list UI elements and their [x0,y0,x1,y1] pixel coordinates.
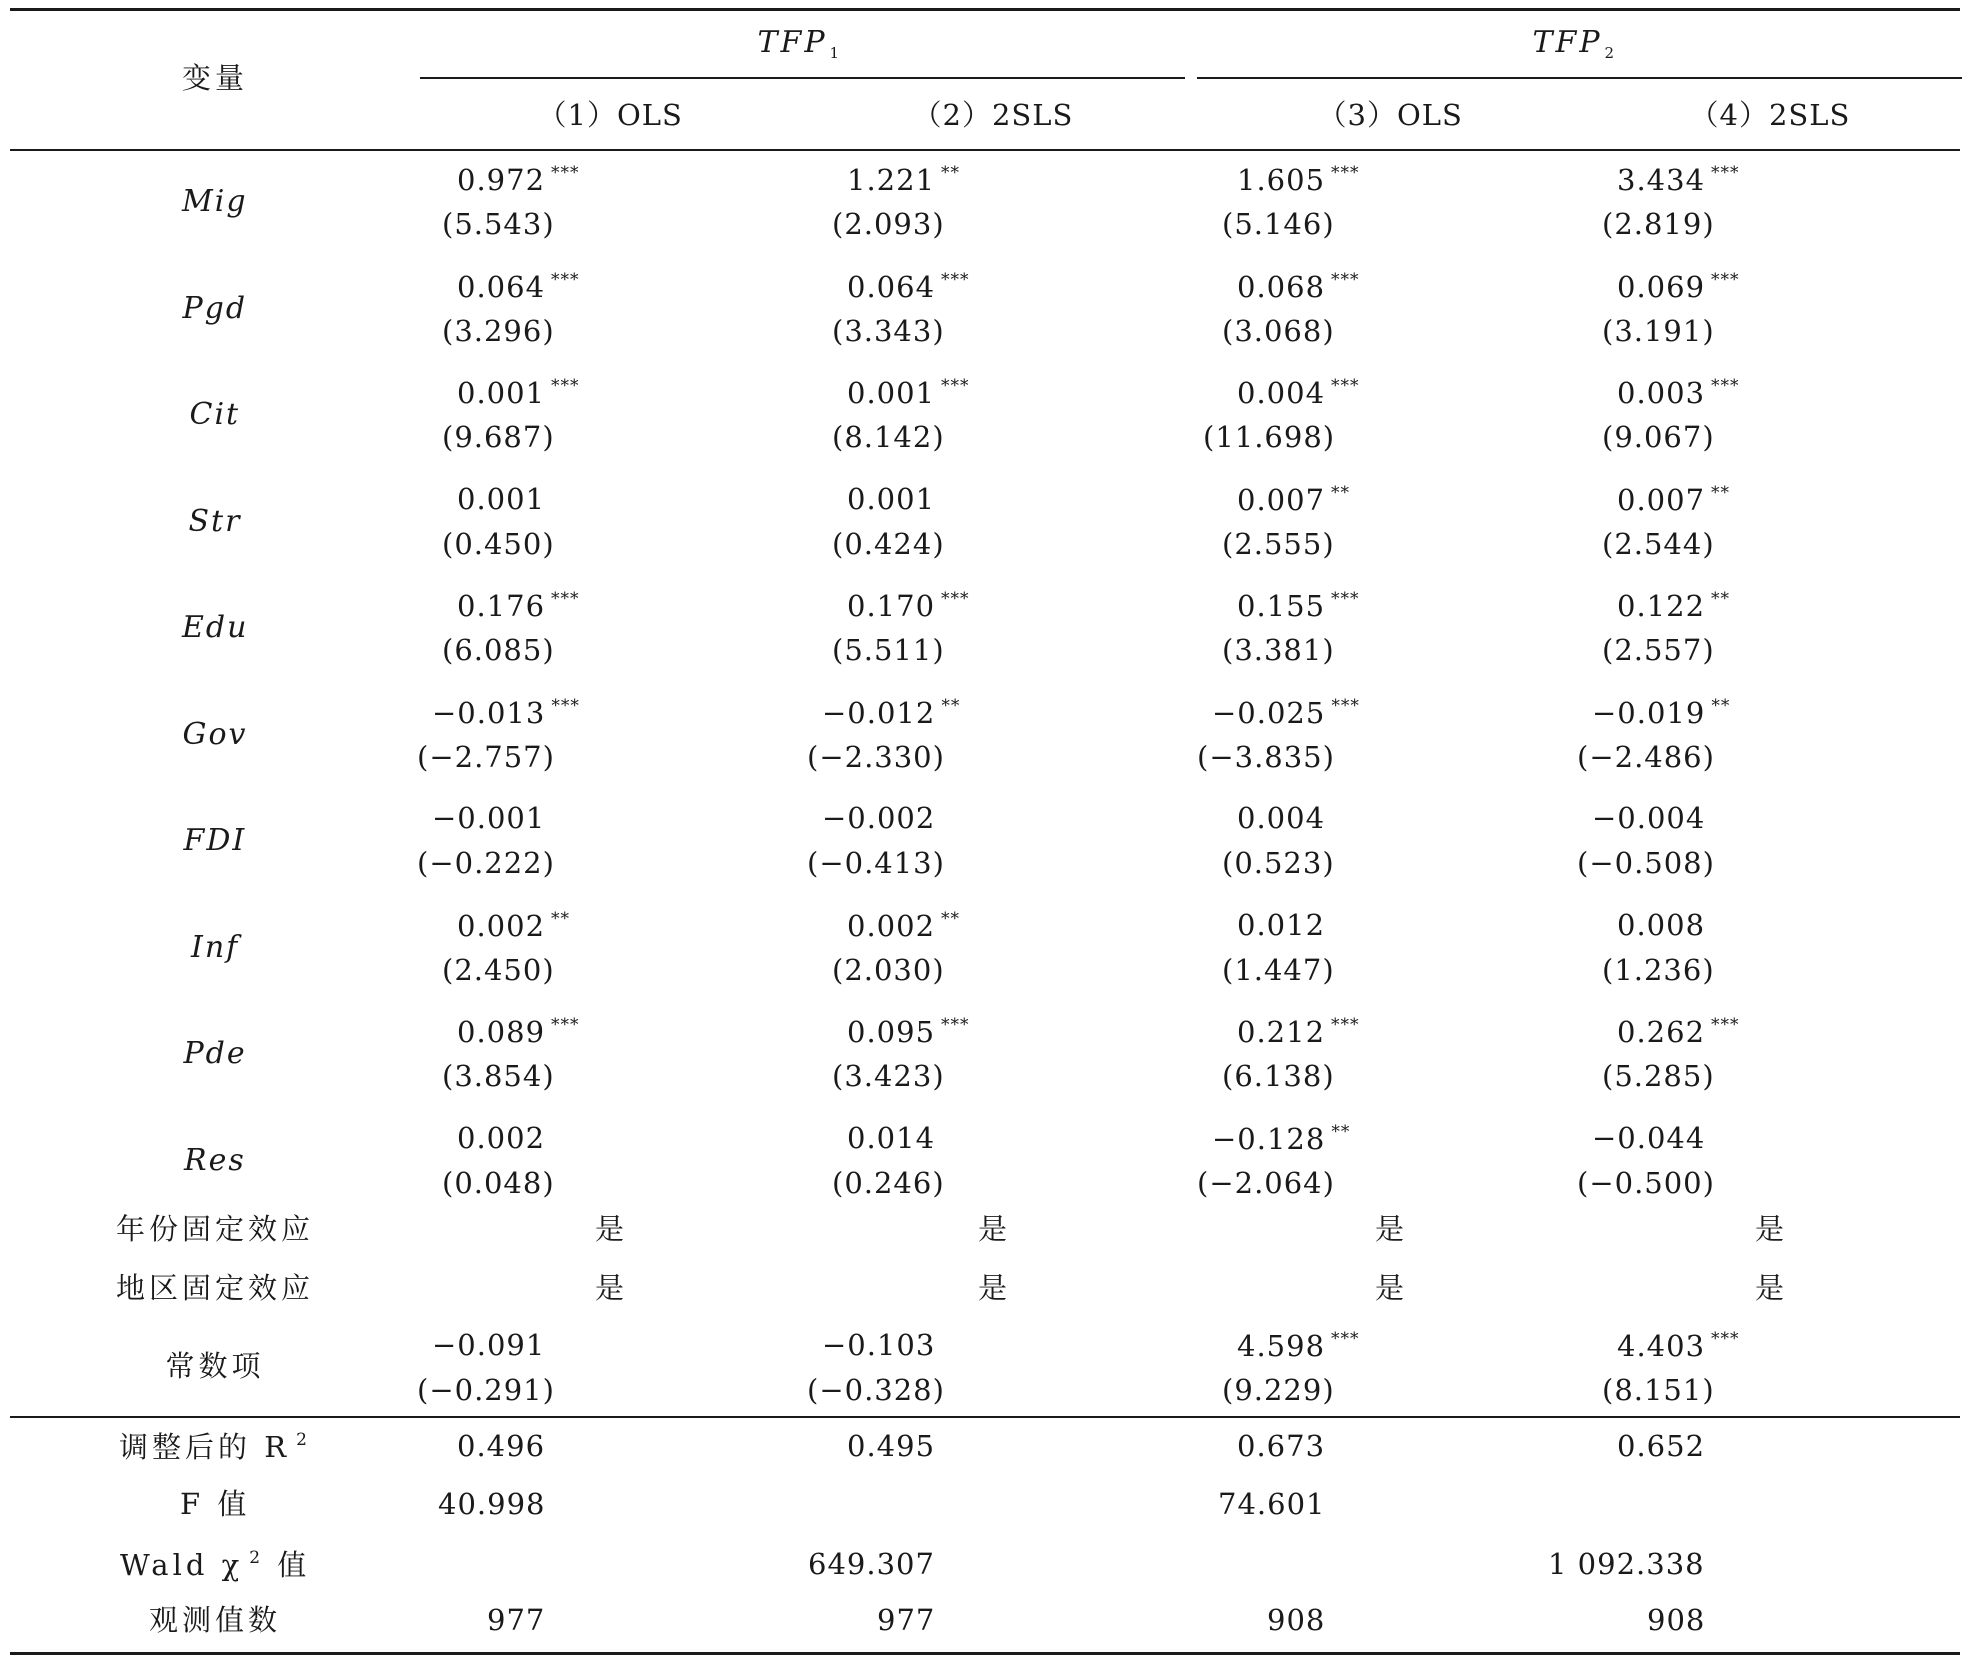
t-statistic: (−2.486) [1577,739,1715,774]
variable-name-fdi: FDI [183,823,247,858]
coefficient: 0.003 *** [1617,376,1740,410]
coefficient: 0.014 [847,1120,936,1155]
significance-stars: *** [941,376,970,396]
coefficient: 0.068 *** [1237,269,1360,304]
t-statistic: (0.424) [832,526,945,561]
significance-stars: *** [1711,1329,1740,1349]
significance-stars: *** [1331,1329,1360,1349]
coefficient: −0.004 [1592,801,1706,835]
t-statistic: (9.687) [442,420,555,454]
t-statistic: (3.068) [1222,313,1335,348]
significance-stars: *** [941,589,970,609]
stat-value: 649.307 [808,1547,935,1581]
coefficient: −0.012 ** [822,695,961,730]
model-header: （3）OLS [1317,98,1463,132]
coefficient: 0.972 *** [457,163,580,197]
coefficient: −0.019 ** [1592,695,1731,730]
t-statistic: (5.543) [442,207,555,241]
significance-stars: ** [941,908,961,929]
t-statistic: (−0.291) [417,1373,555,1407]
variable-name-res: Res [184,1142,246,1178]
t-statistic: (0.450) [442,526,555,561]
significance-stars: *** [1331,695,1360,716]
t-statistic: (0.246) [832,1165,945,1200]
t-statistic: (6.085) [442,633,555,667]
significance-stars: *** [941,1015,970,1035]
stat-label: Wald χ $^2$ 值 [120,1548,311,1582]
variable-name-pde: Pde [183,1036,247,1071]
coefficient: 0.002 ** [847,908,961,943]
variable-name-mig: Mig [182,184,248,219]
t-statistic: (2.819) [1602,207,1715,241]
significance-stars: *** [1331,589,1360,609]
coefficient: −0.044 [1592,1120,1706,1155]
t-statistic: (6.138) [1222,1059,1335,1093]
t-statistic: (−0.508) [1577,846,1715,880]
superscript: 2 [249,1548,265,1568]
fixed-effect-value: 是 [978,1271,1009,1305]
t-statistic: (0.523) [1222,846,1335,880]
coefficient: 0.012 [1237,907,1326,942]
stat-label: 观测值数 [149,1603,282,1637]
group-header-subscript: 2 [1604,44,1618,62]
t-statistic: (2.557) [1602,633,1715,667]
significance-stars: ** [1711,589,1731,609]
significance-stars: *** [551,589,580,609]
stat-value: 74.601 [1218,1487,1326,1521]
coefficient: 0.001 [457,481,546,516]
coefficient: 0.122 ** [1617,589,1731,623]
stat-value: 40.998 [438,1487,546,1521]
significance-stars: *** [1331,163,1360,183]
stats-rule [10,1416,1960,1418]
fixed-effect-label: 地区固定效应 [116,1271,315,1305]
coefficient: −0.025 *** [1212,695,1360,730]
stat-value: 0.496 [457,1429,546,1463]
coefficient: 0.155 *** [1237,589,1360,623]
coefficient: 0.001 [847,481,936,516]
t-statistic: (2.450) [442,952,555,987]
fixed-effect-value: 是 [1755,1212,1786,1246]
coefficient: 0.002 [457,1120,546,1155]
coefficient: 3.434 *** [1617,163,1740,197]
significance-stars: ** [1331,482,1351,503]
variable-name-inf: Inf [191,929,240,965]
significance-stars: *** [1711,163,1740,183]
significance-stars: *** [551,163,580,183]
model-header: （4）2SLS [1689,98,1851,132]
coefficient: −0.128 ** [1212,1121,1351,1156]
coefficient: 0.007 ** [1237,482,1351,517]
coefficient: 0.089 *** [457,1015,580,1049]
t-statistic: (−0.222) [417,846,555,880]
coefficient: 4.403 *** [1617,1329,1740,1363]
t-statistic: (3.381) [1222,633,1335,667]
significance-stars: *** [1331,269,1360,290]
stat-value: 977 [487,1603,546,1637]
coefficient: 0.170 *** [847,589,970,623]
variable-name-pgd: Pgd [182,290,248,326]
t-statistic: (2.030) [832,952,945,987]
stat-value: 0.652 [1617,1429,1706,1463]
group-header-tfp1: TFP $_1$ [757,25,843,62]
t-statistic: (8.151) [1602,1373,1715,1407]
t-statistic: (9.067) [1602,420,1715,454]
t-statistic: (−2.064) [1197,1165,1335,1200]
t-statistic: (3.343) [832,313,945,348]
fixed-effect-value: 是 [1755,1271,1786,1305]
constant-label: 常数项 [165,1349,265,1383]
t-statistic: (9.229) [1222,1373,1335,1407]
header-rule [10,149,1960,151]
significance-stars: *** [1711,376,1740,396]
significance-stars: *** [941,269,970,290]
coefficient: 0.069 *** [1617,269,1740,304]
coefficient: −0.091 [432,1328,546,1362]
significance-stars: ** [551,908,571,929]
stat-value: 908 [1267,1603,1326,1637]
t-statistic: (3.296) [442,313,555,348]
stat-value: 0.495 [847,1429,936,1463]
coefficient: 0.064 *** [457,269,580,304]
coefficient: 1.221 ** [847,163,961,197]
t-statistic: (2.544) [1602,526,1715,561]
superscript: 2 [296,1430,311,1450]
model-header: （2）2SLS [912,98,1074,132]
variable-name-str: Str [188,503,242,539]
group-header-subscript: 1 [829,44,843,62]
coefficient: 0.002 ** [457,908,571,943]
stat-value: 908 [1647,1603,1706,1637]
significance-stars: *** [1331,376,1360,396]
t-statistic: (−2.330) [807,739,945,774]
coefficient: 0.001 *** [847,376,970,410]
coefficient: 1.605 *** [1237,163,1360,197]
significance-stars: ** [941,163,961,183]
significance-stars: *** [1711,269,1740,290]
t-statistic: (−2.757) [417,739,555,774]
coefficient: 0.176 *** [457,589,580,623]
stat-label: 调整后的 R $^2$ [119,1430,311,1464]
significance-stars: *** [1331,1015,1360,1035]
model-header: （1）OLS [537,98,683,132]
variable-name-gov: Gov [182,716,248,752]
significance-stars: *** [551,695,580,716]
significance-stars: ** [941,695,961,716]
t-statistic: (2.093) [832,207,945,241]
bottom-rule [10,1652,1960,1655]
variable-name-cit: Cit [189,397,241,432]
t-statistic: (3.191) [1602,313,1715,348]
t-statistic: (−3.835) [1197,739,1335,774]
fixed-effect-value: 是 [1375,1212,1406,1246]
significance-stars: *** [551,1015,580,1035]
coefficient: 0.004 [1237,801,1326,835]
t-statistic: (11.698) [1203,420,1336,454]
fixed-effect-value: 是 [595,1212,626,1246]
stat-value: 977 [877,1603,936,1637]
t-statistic: (1.447) [1222,952,1335,987]
significance-stars: *** [1711,1015,1740,1035]
fixed-effect-value: 是 [595,1271,626,1305]
t-statistic: (5.285) [1602,1059,1715,1093]
t-statistic: (2.555) [1222,526,1335,561]
stat-label: F 值 [180,1487,251,1521]
significance-stars: ** [1711,482,1731,503]
stat-value: 1 092.338 [1548,1547,1705,1581]
coefficient: −0.103 [822,1328,936,1362]
coefficient: 4.598 *** [1237,1329,1360,1363]
t-statistic: (−0.413) [807,846,945,880]
t-statistic: (3.423) [832,1059,945,1093]
t-statistic: (−0.500) [1577,1165,1715,1200]
significance-stars: ** [1711,695,1731,716]
group-rule-tfp1 [420,77,1185,79]
t-statistic: (1.236) [1602,952,1715,987]
t-statistic: (5.511) [832,633,945,667]
coefficient: −0.001 [432,801,546,835]
fixed-effect-value: 是 [1375,1271,1406,1305]
variable-name-edu: Edu [182,610,249,645]
t-statistic: (5.146) [1222,207,1335,241]
t-statistic: (−0.328) [807,1373,945,1407]
coefficient: 0.008 [1617,907,1706,942]
fixed-effect-label: 年份固定效应 [116,1212,315,1246]
coefficient: 0.262 *** [1617,1015,1740,1049]
significance-stars: *** [551,376,580,396]
coefficient: 0.001 *** [457,376,580,410]
coefficient: 0.095 *** [847,1015,970,1049]
variable-column-header: 变量 [182,61,249,95]
group-rule-tfp2 [1197,77,1962,79]
coefficient: 0.004 *** [1237,376,1360,410]
t-statistic: (3.854) [442,1059,555,1093]
stat-value: 0.673 [1237,1429,1326,1463]
significance-stars: ** [1331,1121,1351,1142]
coefficient: −0.002 [822,801,936,835]
top-rule [10,8,1960,11]
t-statistic: (0.048) [442,1165,555,1200]
coefficient: 0.007 ** [1617,482,1731,517]
group-header-tfp2: TFP $_2$ [1532,25,1618,62]
coefficient: 0.064 *** [847,269,970,304]
coefficient: −0.013 *** [432,695,580,730]
significance-stars: *** [551,269,580,290]
fixed-effect-value: 是 [978,1212,1009,1246]
coefficient: 0.212 *** [1237,1015,1360,1049]
t-statistic: (8.142) [832,420,945,454]
